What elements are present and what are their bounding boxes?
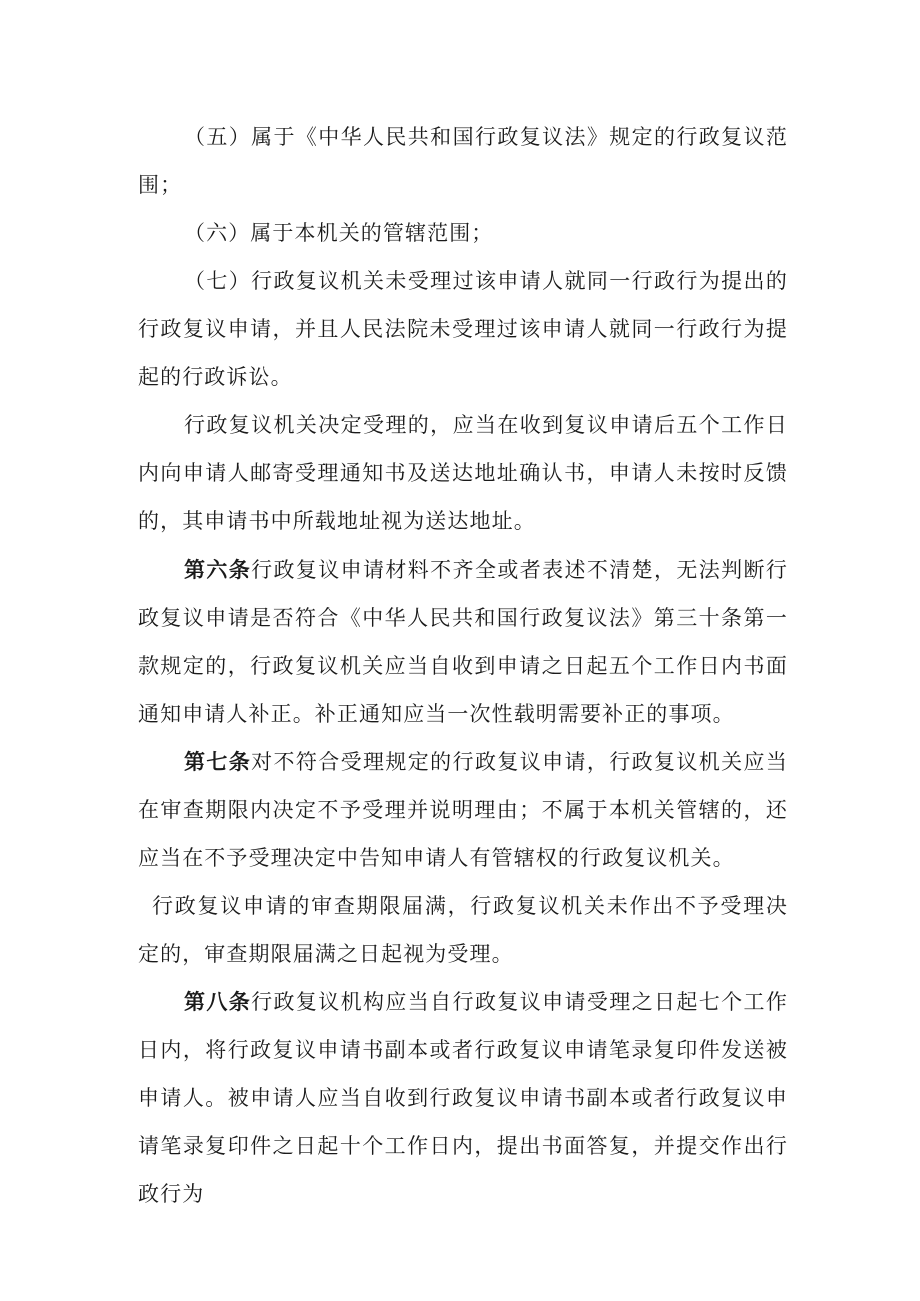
article-text: 对不符合受理规定的行政复议申请，行政复议机关应当在审查期限内决定不予受理并说明理由；不属于本机关管辖的，还应当在不予受理决定中告知申请人有管辖权的行政复议机关。 <box>138 750 788 870</box>
paragraph-review-period <box>138 882 788 978</box>
paragraph-item-6 <box>138 209 788 257</box>
article-8 <box>138 978 788 1218</box>
paragraph-text: 行政复议申请的审查期限届满，行政复议机关未作出不予受理决定的，审查期限届满之日起视为受理。 <box>138 894 788 966</box>
paragraph-text: （五）属于《中华人民共和国行政复议法》规定的行政复议范围； <box>138 125 788 197</box>
article-number: 第七条 <box>184 749 252 774</box>
article-text: 行政复议申请材料不齐全或者表述不清楚，无法判断行政复议申请是否符合《中华人民共和国行政复议法》第三十条第一款规定的，行政复议机关应当自收到申请之日起五个工作日内书面通知申请人补正。补正通知应当一次性载明需要补正的事项。 <box>138 558 788 726</box>
article-number: 第六条 <box>184 557 252 582</box>
paragraph-acceptance-notice <box>138 401 788 545</box>
paragraph-item-7 <box>138 257 788 401</box>
article-6 <box>138 546 788 738</box>
paragraph-text: （七）行政复议机关未受理过该申请人就同一行政行为提出的行政复议申请，并且人民法院未受理过该申请人就同一行政行为提起的行政诉讼。 <box>138 269 788 389</box>
paragraph-text: （六）属于本机关的管辖范围； <box>184 221 494 245</box>
paragraph-text: 行政复议机关决定受理的，应当在收到复议申请后五个工作日内向申请人邮寄受理通知书及送达地址确认书，申请人未按时反馈的，其申请书中所载地址视为送达地址。 <box>138 413 788 533</box>
article-text: 行政复议机构应当自行政复议申请受理之日起七个工作日内，将行政复议申请书副本或者行政复议申请笔录复印件发送被申请人。被申请人应当自收到行政复议申请书副本或者行政复议申请笔录复印件之日起十个工作日内，提出书面答复，并提交作出行政行为 <box>138 990 788 1206</box>
article-number: 第八条 <box>184 989 252 1014</box>
article-7 <box>138 738 788 882</box>
paragraph-item-5 <box>138 113 788 209</box>
